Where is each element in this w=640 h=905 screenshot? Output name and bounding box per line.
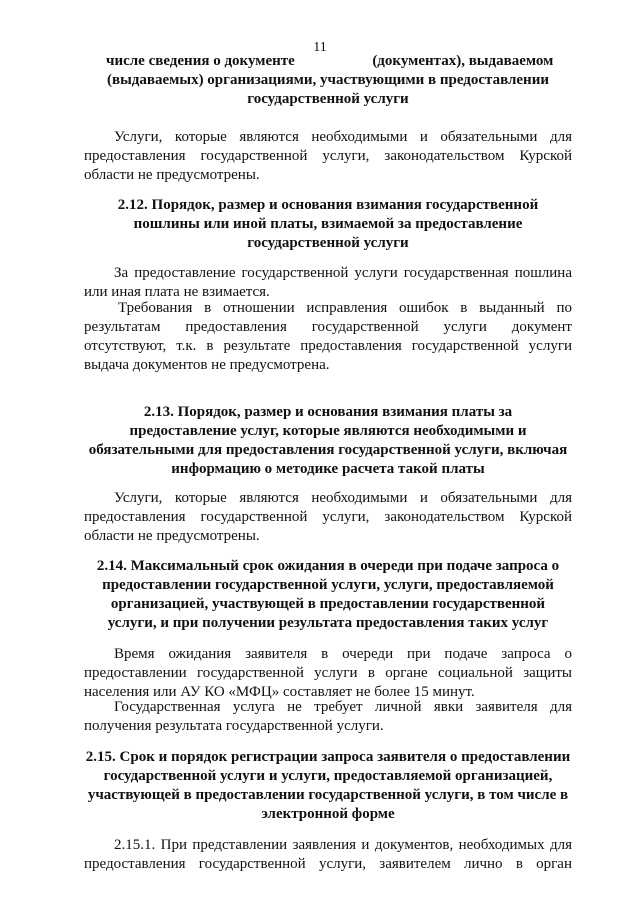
page-number: 11 xyxy=(313,40,327,55)
paragraph-line: области не предусмотрены. xyxy=(84,167,260,183)
heading-line: пошлины или иной платы, взимаемой за предоставление xyxy=(133,216,523,232)
paragraph-personal-attendance xyxy=(84,698,572,736)
heading-line: услуги, и при получении результата предоставления таких услуг xyxy=(107,615,549,631)
paragraph-line: отсутствуют, т.к. в результате предоставления государственной услуги xyxy=(84,338,572,354)
heading-line: организацией, участвующей в предоставлении государственной xyxy=(110,596,546,612)
section-2-12-heading xyxy=(84,196,572,253)
heading-line: государственной услуги xyxy=(247,91,409,107)
paragraph-no-fee xyxy=(84,264,572,302)
paragraph-line: предоставления государственной услуги, законодательством Курской xyxy=(84,148,572,164)
heading-line: 2.12. Порядок, размер и основания взимания государственной xyxy=(117,197,539,213)
paragraph-error-corrections xyxy=(84,299,572,375)
section-2-14-heading xyxy=(84,557,572,633)
paragraph-line: результатам предоставления государственной услуги документ xyxy=(84,319,572,335)
heading-line: государственной услуги и услуги, предоставляемой организацией, xyxy=(103,768,553,784)
paragraph-waiting-time xyxy=(84,645,572,702)
paragraph-line: выдача документов не предусмотрена. xyxy=(84,357,330,373)
paragraph-line: области не предусмотрены. xyxy=(84,528,260,544)
paragraph-line: Государственная услуга не требует личной явки заявителя для xyxy=(114,699,572,715)
paragraph-services-not-required-2 xyxy=(84,489,572,546)
continued-section-heading xyxy=(84,52,572,109)
heading-line: предоставлении государственной услуги, услуги, предоставляемой xyxy=(102,577,554,593)
paragraph-line: населения или АУ КО «МФЦ» составляет не более 15 минут. xyxy=(84,684,475,700)
heading-line: (документах), выдаваемом xyxy=(372,53,554,69)
paragraph-line: 2.15.1. При представлении заявления и документов, необходимых для xyxy=(114,837,572,853)
paragraph-line: Требования в отношении исправления ошибок в выданный по xyxy=(118,300,572,316)
paragraph-services-not-required xyxy=(84,128,572,185)
heading-line: (выдаваемых) организациями, участвующими в предоставлении xyxy=(106,72,549,88)
paragraph-line: или иная плата не взимается. xyxy=(84,284,270,300)
heading-line: электронной форме xyxy=(261,806,395,822)
section-2-15-heading xyxy=(84,748,572,824)
heading-line: информацию о методике расчета такой платы xyxy=(171,461,485,477)
heading-line: числе сведения о документе xyxy=(106,53,295,69)
heading-line: 2.14. Максимальный срок ожидания в очереди при подаче запроса о xyxy=(96,558,560,574)
paragraph-line: За предоставление государственной услуги государственная пошлина xyxy=(114,265,572,281)
paragraph-2-15-1 xyxy=(84,836,572,874)
heading-line: государственной услуги xyxy=(247,235,409,251)
paragraph-line: получения результата государственной услуги. xyxy=(84,718,384,734)
paragraph-line: предоставления государственной услуги, заявителем лично в орган xyxy=(84,856,572,872)
paragraph-line: Услуги, которые являются необходимыми и обязательными для xyxy=(114,490,572,506)
heading-line: предоставление услуг, которые являются необходимыми и xyxy=(129,423,527,439)
heading-line: обязательными для предоставления государственной услуги, включая xyxy=(88,442,568,458)
paragraph-line: Услуги, которые являются необходимыми и обязательными для xyxy=(114,129,572,145)
heading-line: участвующей в предоставлении государственной услуги, в том числе в xyxy=(87,787,569,803)
heading-line: 2.15. Срок и порядок регистрации запроса заявителя о предоставлении xyxy=(85,749,571,765)
paragraph-line: предоставления государственной услуги, законодательством Курской xyxy=(84,509,572,525)
paragraph-line: предоставлении государственной услуги в органе социальной защиты xyxy=(84,665,572,681)
paragraph-line: Время ожидания заявителя в очереди при подаче запроса о xyxy=(114,646,572,662)
section-2-13-heading xyxy=(84,403,572,479)
heading-line: 2.13. Порядок, размер и основания взимания платы за xyxy=(143,404,513,420)
